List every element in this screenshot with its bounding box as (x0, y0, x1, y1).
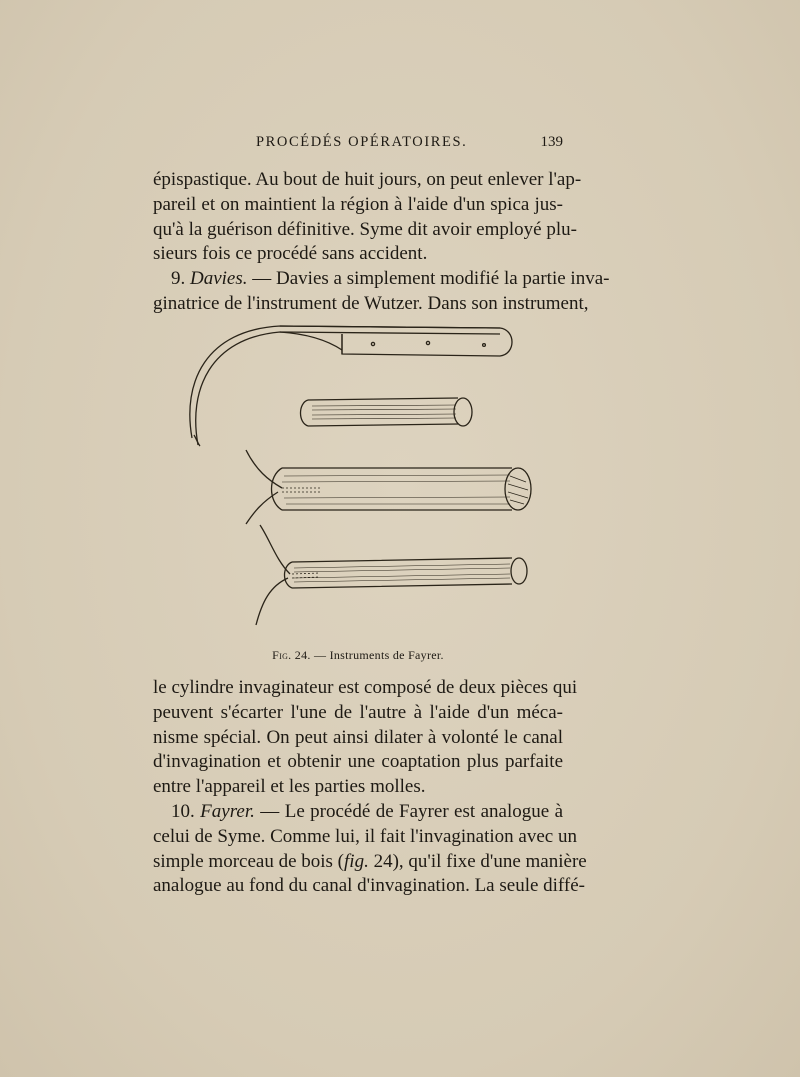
page-header (153, 134, 563, 156)
caption-label: Fig. 24. (272, 648, 311, 662)
text-line: épispastique. Au bout de huit jours, on peut enlever l'ap- (153, 169, 582, 190)
text-line (153, 267, 610, 292)
text-line: celui de Syme. Comme lui, il fait l'invagination avec un (153, 825, 577, 847)
large-cylinder (246, 450, 531, 524)
text-span: simple morceau de bois ( (153, 850, 345, 872)
caption-text: — Instruments de Fayrer. (313, 648, 444, 662)
text-line: le cylindre invaginateur est composé de deux pièces qui (153, 677, 578, 698)
text-line: sieurs fois ce procédé sans accident. (153, 243, 428, 265)
running-title: PROCÉDÉS OPÉRATOIRES. (256, 134, 468, 150)
instruments-illustration (170, 320, 550, 638)
text-block-bottom (153, 676, 587, 899)
page-number: 139 (540, 134, 563, 150)
text-line: nisme spécial. On peut ainsi dilater à volonté le canal (153, 726, 563, 748)
text-line: pareil et on maintient la région à l'aide d'un spica jus- (153, 193, 563, 215)
text-line: qu'à la guérison définitive. Syme dit avoir employé plu- (153, 218, 577, 240)
text-line (153, 850, 587, 875)
figure-caption (153, 648, 563, 663)
wired-cylinder (256, 525, 527, 625)
figure-instruments (170, 320, 550, 638)
text-line: ginatrice de l'instrument de Wutzer. Dans son instrument, (153, 292, 589, 314)
section-name: Davies. (190, 268, 248, 290)
text-block-top (153, 168, 610, 317)
text-span: — Davies a simplement modifié la partie inva- (252, 268, 610, 290)
short-cylinder (301, 398, 473, 426)
section-number: 9. (171, 268, 186, 290)
text-line: entre l'appareil et les parties molles. (153, 776, 426, 798)
text-span: 24), qu'il fixe d'une manière (368, 850, 587, 872)
section-number: 10. (171, 800, 195, 822)
text-line (153, 800, 563, 825)
section-name: Fayrer. (200, 800, 255, 822)
text-line: peuvent s'écarter l'une de l'autre à l'aide d'un méca- (153, 701, 563, 723)
text-line: d'invagination et obtenir une coaptation plus parfaite (153, 751, 563, 773)
text-line: analogue au fond du canal d'invagination. La seule diffé- (153, 875, 585, 897)
hook-instrument (190, 326, 512, 446)
text-span: — Le procédé de Fayrer est analogue à (260, 800, 564, 822)
figure-reference: fig. (344, 850, 369, 872)
